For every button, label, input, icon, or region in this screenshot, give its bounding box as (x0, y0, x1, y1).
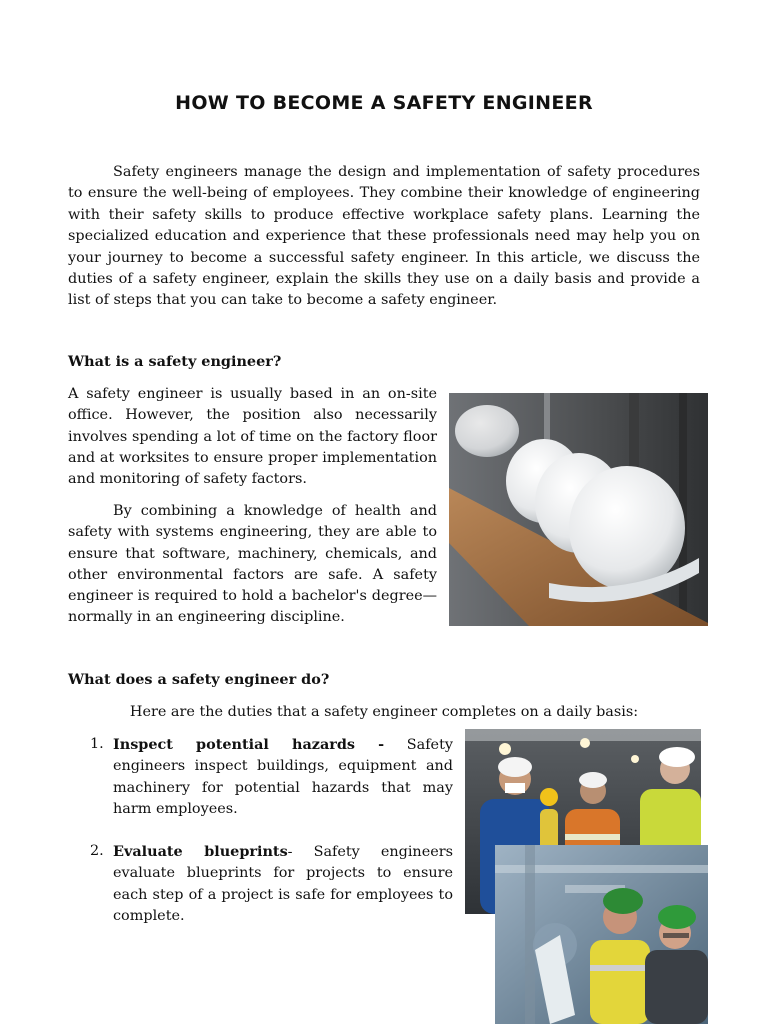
section1-paragraph-2 (68, 501, 437, 629)
duties-intro: Here are the duties that a safety engineer completes on a daily basis: (129, 704, 639, 720)
engineers-photo (495, 845, 708, 1024)
page-title: HOW TO BECOME A SAFETY ENGINEER (175, 92, 593, 114)
list-number: 1. (90, 736, 104, 752)
section1-text-1: A safety engineer is usually based in an on-site office. However, the position also necessarily involves spending a lot of time on the factory floor and at worksites to ensure proper implementation and monitoring of safety factors. (68, 386, 437, 488)
duty-term: Inspect potential hazards - (113, 736, 385, 753)
list-item (68, 841, 453, 927)
section-heading-what-does: What does a safety engineer do? (68, 671, 330, 688)
section1-paragraph-1 (68, 384, 437, 490)
section1-text-2: By combining a knowledge of health and safety with systems engineering, they are able to ensure that software, machinery, chemicals, and other environmental factors are safe. A safety engineer is required to hold a bachelor's degree—normally in an engineering discipline. (68, 503, 437, 626)
section-heading-what-is: What is a safety engineer? (68, 353, 282, 370)
intro-paragraph: Safety engineers manage the design and implementation of safety procedures to ensure the well-being of employees. They combine their knowledge of engineering with their safety skills to produce effective workplace safety plans. Learning the specialized education and experience that these professionals need may help you on your journey to become a successful safety engineer. In this article, we discuss the duties of a safety engineer, explain the skills they use on a daily basis and provide a list of steps that you can take to become a safety engineer. (68, 164, 700, 309)
list-item (68, 734, 453, 820)
list-number: 2. (90, 843, 104, 860)
duty-text: - Safety engineers evaluate blueprints for projects to ensure each step of a project is safe for employees to complete. (113, 844, 453, 925)
duties-list (68, 734, 453, 948)
duty-text: Safety engineers inspect buildings, equipment and machinery for potential hazards that may harm employees. (113, 737, 453, 817)
duty-term: Evaluate blueprints (113, 843, 288, 861)
helmets-photo (449, 393, 708, 626)
